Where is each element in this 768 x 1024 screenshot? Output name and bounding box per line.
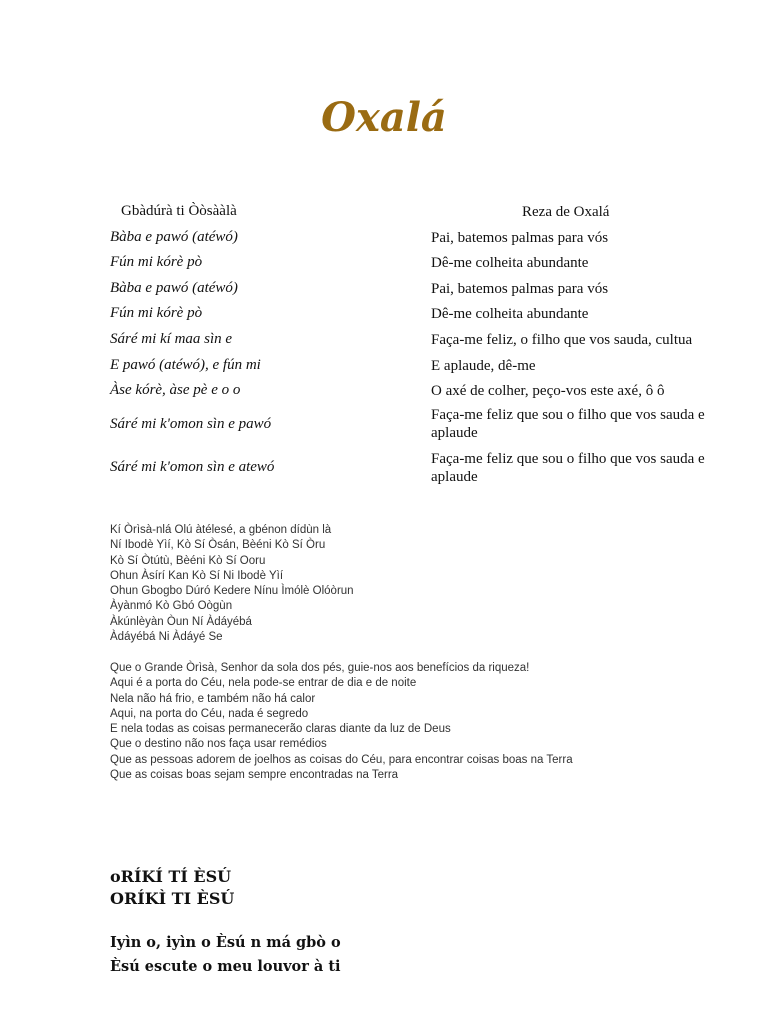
prayer-line: Ohun Àsírí Kan Kò Sí Ni Ibodè Yìí: [110, 569, 284, 582]
row-yoruba: Sáré mi k'omon sìn e atewó: [110, 459, 275, 475]
prayer-line: Nela não há frio, e também não há calor: [110, 692, 316, 705]
oriki-line: Iyìn o, iyìn o Èsú n má gbò o: [110, 934, 341, 951]
yoruba-prayer: [110, 523, 354, 645]
oriki-line: Èsú escute o meu louvor à ti: [110, 958, 341, 975]
row-portuguese: Faça-me feliz, o filho que vos sauda, cultua: [431, 332, 693, 348]
row-portuguese: O axé de colher, peço-vos este axé, ô ô: [431, 383, 665, 399]
prayer-line: Que as pessoas adorem de joelhos as coisas do Céu, para encontrar coisas boas na Terra: [110, 753, 573, 766]
row-yoruba: Sáré mi kí maa sìn e: [110, 331, 233, 347]
portuguese-prayer: [110, 661, 573, 783]
row-yoruba: Bàba e pawó (atéwó): [110, 280, 238, 296]
row-portuguese: E aplaude, dê-me: [431, 358, 536, 374]
prayer-line: E nela todas as coisas permanecerão claras diante da luz de Deus: [110, 723, 451, 736]
prayer-line: Que o destino não nos faça usar remédios: [110, 738, 327, 751]
oriki-heading: [110, 866, 234, 910]
prayer-line: Kò Sí Òtútù, Bèéni Kò Sí Ooru: [110, 554, 266, 567]
oriki-verses: [110, 931, 341, 979]
row-portuguese: Pai, batemos palmas para vós: [431, 230, 609, 246]
prayer-line: Aqui, na porta do Céu, nada é segredo: [110, 707, 309, 720]
prayer-line: Que o Grande Òrìsà, Senhor da sola dos pés, guie-nos aos benefícios da riqueza!: [110, 662, 530, 674]
row-portuguese: Pai, batemos palmas para vós: [431, 281, 609, 297]
row-yoruba: E pawó (atéwó), e fún mi: [110, 357, 261, 373]
prayer-line: Que as coisas boas sejam sempre encontradas na Terra: [110, 769, 399, 782]
row-portuguese: Dê-me colheita abundante: [431, 306, 589, 322]
row-portuguese: Faça-me feliz que sou o filho que vos sauda e aplaude: [431, 407, 705, 441]
header-right: Reza de Oxalá: [522, 204, 610, 220]
row-yoruba: Bàba e pawó (atéwó): [110, 229, 238, 245]
prayer-line: Àdáyébá Ni Àdáyé Se: [110, 631, 223, 644]
page-title: Oxalá: [321, 94, 447, 141]
oriki-title-line: oRÍKÍ TÍ ÈSÚ: [110, 867, 232, 886]
row-portuguese: Faça-me feliz que sou o filho que vos sauda e aplaude: [431, 451, 705, 485]
prayer-line: Kí Òrìsà-nlá Olú àtélesé, a gbénon dídùn là: [110, 524, 332, 536]
row-yoruba: Àse kórè, àse pè e o o: [110, 382, 241, 398]
row-portuguese: Dê-me colheita abundante: [431, 255, 589, 271]
row-yoruba: Fún mi kórè pò: [110, 305, 203, 321]
row-yoruba: Fún mi kórè pò: [110, 254, 203, 270]
oriki-title-line: ORÍKÌ TI ÈSÚ: [110, 889, 235, 908]
prayer-line: Ní Ibodè Yìí, Kò Sí Òsán, Bèéni Kò Sí Òru: [110, 539, 326, 552]
prayer-line: Àkúnlèyàn Òun Ní Àdáyébá: [110, 615, 252, 628]
prayer-line: Aqui é a porta do Céu, nela pode-se entrar de dia e de noite: [110, 677, 417, 690]
header-left: Gbàdúrà ti Òòsààlà: [121, 203, 237, 219]
prayer-line: Àyànmó Kò Gbó Oògùn: [110, 600, 233, 613]
prayer-line: Ohun Gbogbo Dúró Kedere Nínu Ìmólè Olóòrun: [110, 585, 354, 598]
row-yoruba: Sáré mi k'omon sìn e pawó: [110, 416, 272, 432]
